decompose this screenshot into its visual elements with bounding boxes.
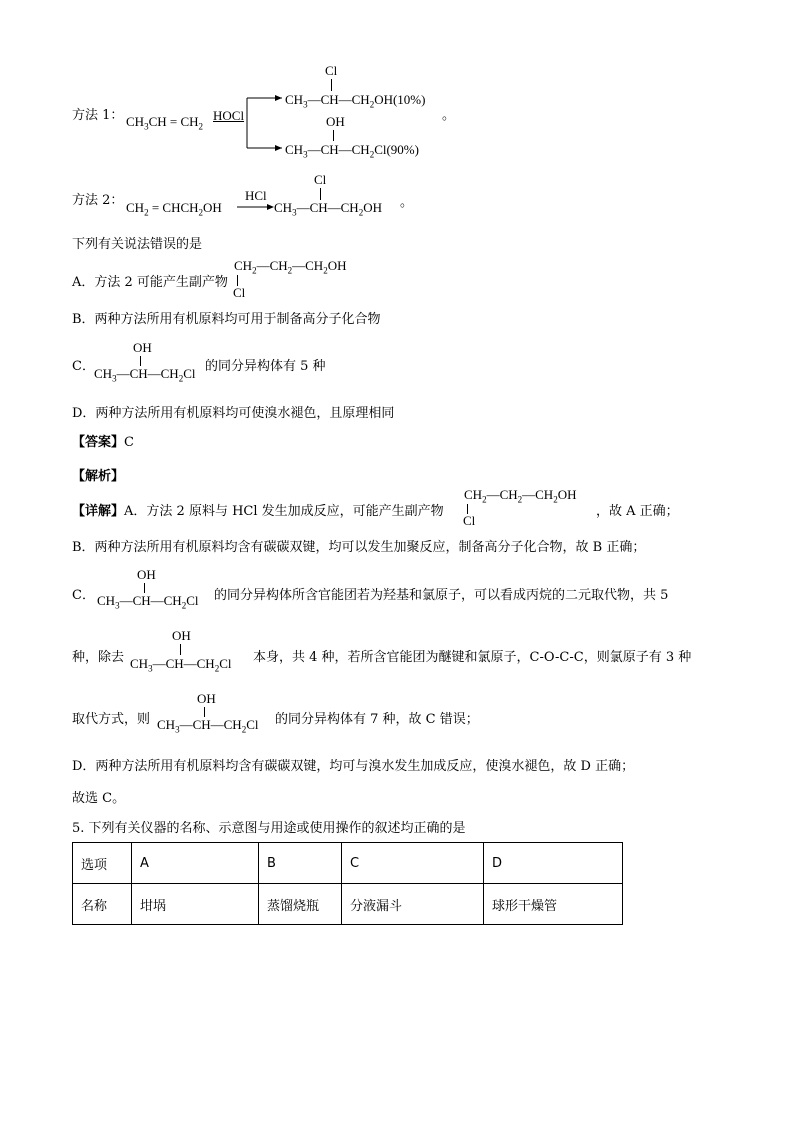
table-cell: 坩埚 (132, 884, 259, 925)
method2-label: 方法 2： (72, 193, 124, 208)
detail-a: 【详解】A．方法 2 原料与 HCl 发生加成反应，可能产生副产物 (72, 504, 444, 519)
detail-d: D．两种方法所用有机原料均含有碳碳双键，均可与溴水发生加成反应，使溴水褪色，故 D 正确； (72, 759, 635, 774)
detail-c1-chain: $CH_3—CH—CH_2Cl$ (97, 593, 199, 611)
detail-c3-substituent: OH (197, 691, 216, 706)
analysis-label: 【解析】 (72, 469, 125, 484)
table-cell: D (484, 843, 623, 884)
option-c-suffix: 的同分异构体有 5 种 (205, 359, 326, 374)
detail-a-byproduct-substituent: Cl (463, 513, 476, 528)
detail-c1-prefix: C． (72, 588, 95, 603)
q5-stem: 5. 下列有关仪器的名称、示意图与用途或使用操作的叙述均正确的是 (72, 821, 466, 836)
table-row (73, 884, 623, 925)
answer: 【答案】C (72, 435, 134, 450)
method1-reagent: HOCl (213, 108, 245, 123)
table-cell: C (342, 843, 484, 884)
method1-bottom-chain: $CH_3—CH—CH_2Cl(90\%)$ (285, 142, 419, 160)
question-stem: 下列有关说法错误的是 (72, 237, 203, 252)
option-c-chain: $CH_3—CH—CH_2Cl$ (94, 366, 196, 384)
method2-substituent: Cl (314, 172, 327, 187)
detail-c1-suffix: 的同分异构体所含官能团若为羟基和氯原子，可以看成丙烷的二元取代物，共 5 (214, 588, 669, 603)
detail-c2-chain: $CH_3—CH—CH_2Cl$ (130, 656, 232, 674)
detail-b: B．两种方法所用有机原料均含有碳碳双键，均可以发生加聚反应，制备高分子化合物，故 B 正确； (72, 540, 646, 555)
option-d: D．两种方法所用有机原料均可使溴水褪色，且原理相同 (72, 406, 395, 421)
detail-c3-suffix: 的同分异构体有 7 种，故 C 错误； (275, 712, 479, 727)
table-cell: 蒸馏烧瓶 (259, 884, 342, 925)
method1-label: 方法 1： (72, 108, 124, 123)
method1-reactant: $CH_3CH = CH_2$ (126, 114, 204, 132)
detail-c1-substituent: OH (137, 567, 156, 582)
table-cell: 分液漏斗 (342, 884, 484, 925)
detail-c2-substituent: OH (172, 628, 191, 643)
detail-a-byproduct-chain: $CH_2—CH_2—CH_2OH$ (464, 487, 577, 505)
method2-end: 。 (400, 195, 414, 210)
detail-c2-suffix: 本身，共 4 种，若所含官能团为醚键和氯原子，C-O-C-C，则氯原子有 3 种 (253, 650, 692, 665)
table-cell: 球形干燥管 (484, 884, 623, 925)
table-cell: A (132, 843, 259, 884)
table-cell: B (259, 843, 342, 884)
method1-top-substituent: Cl (325, 63, 338, 78)
option-a: A．方法 2 可能产生副产物 (72, 275, 228, 290)
option-a-byproduct-substituent: Cl (233, 285, 246, 300)
option-a-byproduct-chain: $CH_2—CH_2—CH_2OH$ (234, 258, 347, 276)
detail-c3-prefix: 取代方式，则 (72, 712, 151, 727)
option-c-substituent: OH (133, 340, 152, 355)
detail-a-suffix: ，故 A 正确； (596, 504, 679, 519)
detail-c2-prefix: 种，除去 (72, 650, 125, 665)
conclusion: 故选 C。 (72, 791, 126, 806)
method1-bottom-substituent: OH (326, 114, 345, 129)
table-cell: 选项 (73, 843, 132, 884)
method2-reagent: HCl (245, 188, 267, 203)
method1-top-chain: $CH_3—CH—CH_2OH(10\%)$ (285, 92, 426, 110)
table-row (73, 843, 623, 884)
method2-product: $CH_3—CH—CH_2OH$ (274, 200, 382, 218)
option-c-prefix: C． (72, 359, 95, 374)
q5-table (72, 842, 623, 925)
detail-c3-chain: $CH_3—CH—CH_2Cl$ (157, 717, 259, 735)
option-b: B．两种方法所用有机原料均可用于制备高分子化合物 (72, 312, 381, 327)
method2-reactant: $CH_2$ = $CHCH_2OH$ (126, 200, 222, 218)
table-cell: 名称 (73, 884, 132, 925)
method1-end: 。 (442, 108, 456, 123)
